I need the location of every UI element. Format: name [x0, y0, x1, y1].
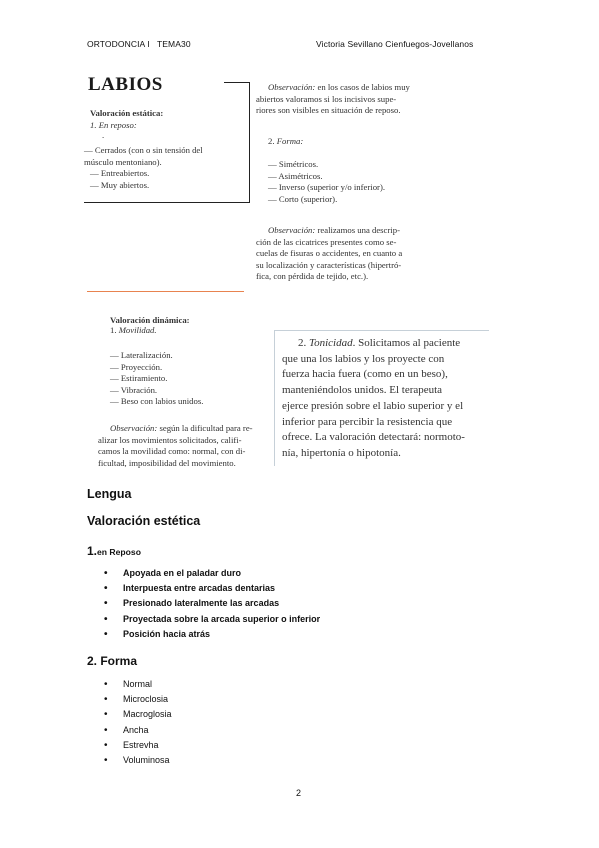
list-item: — Lateralización.	[110, 350, 173, 360]
list-item: • Presionado lateralmente las arcadas	[123, 596, 320, 611]
observacion-label: Observación:	[268, 82, 316, 92]
observacion3-text: ficultad, imposibilidad del movimiento.	[98, 457, 236, 468]
tonicidad-text: . Solicitamos al paciente	[352, 337, 461, 349]
list-item: • Voluminosa	[123, 753, 172, 768]
list-item: • Proyectada sobre la arcada superior o inferior	[123, 612, 320, 627]
tonicidad-text: fuerza hacia fuera (como en un beso),	[282, 368, 448, 381]
list-item: — Proyección.	[110, 361, 163, 372]
page-number: 2	[296, 788, 302, 798]
valoracion-dinamica-heading: Valoración dinámica:	[110, 315, 190, 325]
observacion2-text: ción de las cicatrices presentes como se-	[256, 236, 397, 247]
lengua-heading: Lengua	[87, 487, 132, 501]
forma-heading	[268, 136, 303, 148]
list-item: músculo mentoniano).	[84, 156, 162, 167]
labios-scan	[84, 72, 440, 292]
observacion2-text: fica, con pérdida de tejido, etc.).	[256, 271, 369, 282]
header-left: ORTODONCIA I TEMA30	[87, 39, 191, 49]
reposo-heading: 1. En reposo:	[90, 120, 137, 130]
list-item: • Macroglosia	[123, 707, 172, 722]
movilidad-heading	[110, 325, 157, 337]
tonicidad-label: Tonicidad	[309, 337, 353, 349]
labios-box-bottom	[84, 202, 250, 203]
tonicidad-text: que una los labios y los proyecte con	[282, 352, 445, 365]
observacion2-text: su localización y características (hipertró-	[256, 259, 402, 270]
observacion-text: abiertos valoramos si los incisivos supe-	[256, 93, 397, 104]
observacion2-block	[256, 225, 402, 283]
list-item: — Entreabiertos.	[90, 168, 150, 179]
observacion2-text: cuelas de fisuras o accidentes, en cuanto a	[256, 248, 403, 259]
labios-box	[249, 82, 250, 202]
list-item: • Posición hacia atrás	[123, 627, 320, 642]
list-item: — Vibración.	[110, 384, 158, 395]
movilidad-list	[110, 350, 203, 408]
tonicidad-text: ofrece. La valoración detectará: normoto-	[282, 431, 465, 444]
header-right: Victoria Sevillano Cienfuegos-Jovellanos	[316, 39, 474, 49]
reposo-list	[84, 145, 203, 191]
reposo-label: en Reposo	[97, 547, 141, 557]
forma-bullets	[123, 677, 172, 768]
observacion3-text: camos la movilidad como: normal, con di-	[98, 446, 246, 457]
tonicidad-block	[282, 336, 465, 462]
observacion3-text: alizar los movimientos solicitados, califi-	[98, 434, 242, 445]
tonicidad-text: inferior para percibir la resistencia que	[282, 415, 453, 428]
tonicidad-text: ejerce presión sobre el labio superior y el	[282, 399, 464, 412]
dinamica-scan	[84, 310, 504, 480]
labios-box-top	[224, 82, 250, 83]
observacion-block	[256, 82, 410, 117]
list-item: • Normal	[123, 677, 172, 692]
list-item: — Inverso (superior y/o inferior).	[268, 182, 386, 193]
movilidad-num: 1.	[110, 325, 119, 335]
tonicidad-text: nía, hipertonía o hipotonía.	[282, 446, 401, 459]
movilidad-label: Movilidad.	[118, 325, 157, 335]
list-item: — Beso con labios unidos.	[110, 396, 204, 407]
reposo-bullets	[123, 566, 320, 642]
observacion2-text: realizamos una descrip-	[315, 225, 400, 235]
observacion3-block	[98, 423, 253, 469]
tonicidad-num: 2.	[298, 337, 309, 349]
forma-title: 2. Forma	[87, 654, 138, 668]
list-item: • Microclosia	[123, 692, 172, 707]
reposo-dot: .	[102, 130, 105, 140]
list-item: • Estrevha	[123, 738, 172, 753]
list-item: • Ancha	[123, 723, 172, 738]
observacion-text: en los casos de labios muy	[315, 82, 410, 92]
list-item: — Estiramiento.	[110, 373, 168, 384]
observacion2-label: Observación:	[268, 225, 316, 235]
list-item: — Cerrados (con o sin tensión del	[84, 145, 203, 155]
list-item: — Simétricos.	[268, 159, 319, 169]
list-item: — Muy abiertos.	[90, 179, 150, 190]
valoracion-estatica-heading: Valoración estática:	[90, 108, 164, 118]
labios-title: LABIOS	[88, 74, 163, 95]
list-item: • Interpuesta entre arcadas dentarias	[123, 581, 320, 596]
list-item: — Asimétricos.	[268, 170, 323, 181]
reposo-title	[87, 542, 141, 560]
reposo-num: 1.	[87, 544, 98, 558]
tonicidad-text: manteniéndolos unidos. El terapeuta	[282, 384, 443, 397]
forma-label: Forma:	[276, 136, 304, 146]
list-item: • Apoyada en el paladar duro	[123, 566, 320, 581]
divider-line	[87, 291, 244, 292]
observacion3-label: Observación:	[110, 423, 158, 433]
valoracion-estatica-title: Valoración estética	[87, 514, 201, 528]
list-item: — Corto (superior).	[268, 193, 338, 204]
forma-num: 2.	[268, 136, 277, 146]
forma-list	[268, 159, 385, 205]
observacion3-text: según la dificultad para re-	[157, 423, 253, 433]
observacion-text: riores son visibles en situación de reposo.	[256, 105, 401, 116]
